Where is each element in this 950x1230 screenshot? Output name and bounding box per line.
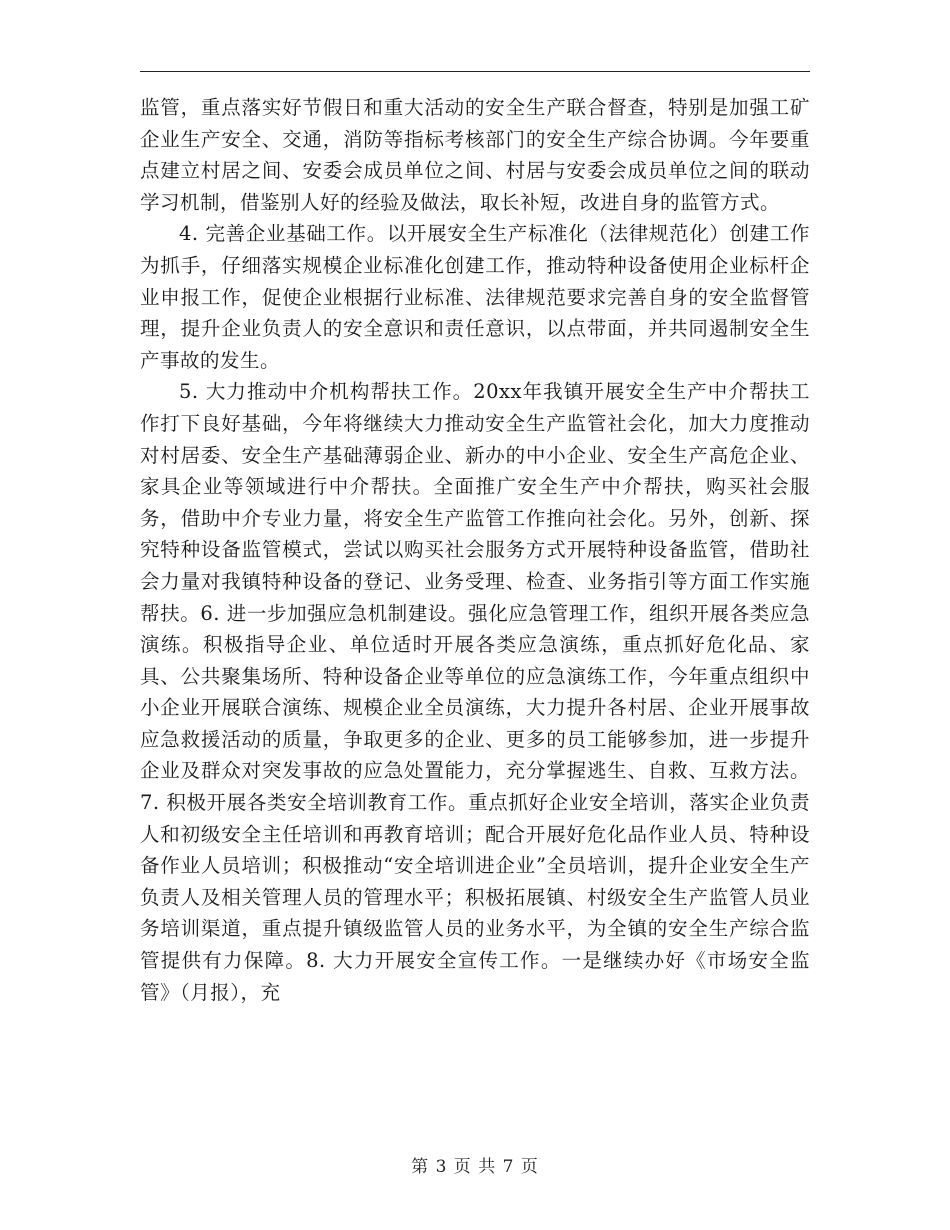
- header-rule: [140, 71, 810, 72]
- paragraph-item-5: 5. 大力推动中介机构帮扶工作。20xx年我镇开展安全生产中介帮扶工作打下良好基础，今年将继续大力推动安全生产监管社会化，加大力度推动对村居委、安全生产基础薄弱企业、新办的中小企业、安全生产高危企业、家具企业等领域进行中介帮扶。全面推广安全生产中介帮扶，购买社会服务，借助中介专业力量，将安全生产监管工作推向社会化。另外，创新、探究特种设备监管模式，尝试以购买社会服务方式开展特种设备监管，借助社会力量对我镇特种设备的登记、业务受理、检查、业务指引等方面工作实施帮扶。6. 进一步加强应急机制建设。强化应急管理工作，组织开展各类应急演练。积极指导企业、单位适时开展各类应急演练，重点抓好危化品、家具、公共聚集场所、特种设备企业等单位的应急演练工作，今年重点组织中小企业开展联合演练、规模企业全员演练，大力提升各村居、企业开展事故应急救援活动的质量，争取更多的企业、更多的员工能够参加，进一步提升企业及群众对突发事故的应急处置能力，充分掌握逃生、自救、互救方法。7. 积极开展各类安全培训教育工作。重点抓好企业安全培训，落实企业负责人和初级安全主任培训和再教育培训；配合开展好危化品作业人员、特种设备作业人员培训；积极推动“安全培训进企业”全员培训，提升企业安全生产负责人及相关管理人员的管理水平；积极拓展镇、村级安全生产监管人员业务培训渠道，重点提升镇级监管人员的业务水平，为全镇的安全生产综合监管提供有力保障。8. 大力开展安全宣传工作。一是继续办好《市场安全监管》（月报），充: [140, 380, 810, 1004]
- document-body: [140, 92, 810, 1008]
- page-number-footer: 第 3 页 共 7 页: [411, 1157, 539, 1177]
- paragraph-item-4: 4. 完善企业基础工作。以开展安全生产标准化（法律规范化）创建工作为抓手，仔细落实规模企业标准化创建工作，推动特种设备使用企业标杆企业申报工作，促使企业根据行业标准、法律规范要求完善自身的安全监督管理，提升企业负责人的安全意识和责任意识，以点带面，并共同遏制安全生产事故的发生。: [140, 222, 810, 372]
- paragraph-continuation: 监管，重点落实好节假日和重大活动的安全生产联合督查，特别是加强工矿企业生产安全、交通，消防等指标考核部门的安全生产综合协调。今年要重点建立村居之间、安委会成员单位之间、村居与安委会成员单位之间的联动学习机制，借鉴别人好的经验及做法，取长补短，改进自身的监管方式。: [140, 96, 810, 214]
